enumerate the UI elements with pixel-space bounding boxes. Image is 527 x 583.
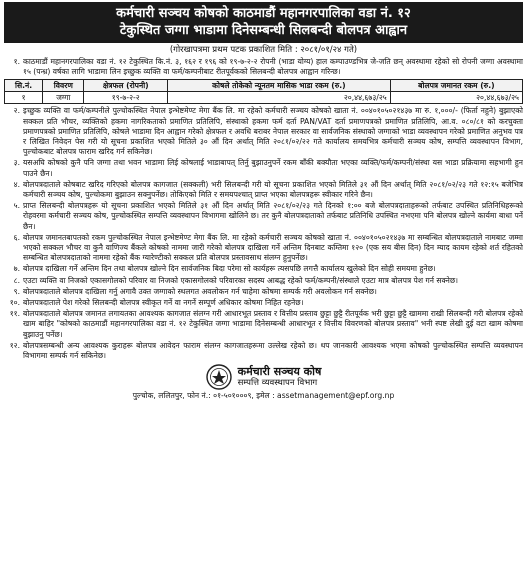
- clause-text: बोलपत्रदाताले बोलपत्र दाखिला गर्नु अगावै उक्त जग्गाको स्थलगत अवलोकन गर्न चाहेमा कोषमा सम्पर्क गरी अवलोकन गर्न सक्नेछ।: [23, 286, 377, 296]
- clause-text: बोलपत्रसम्बन्धी अन्य आवश्यक कुराहरू बोलपत्र आवेदन फाराम संलग्न कागजातहरूमा उल्लेख रहेको छ। थप जानकारी आवश्यक भएमा कोषको पुल्चोकस्थित सम्पत्ति व्यवस्थापन विभागमा सम्पर्क गर्न सकिनेछ।: [23, 340, 523, 361]
- clause-number: १०.: [9, 298, 20, 308]
- clause-number: ११.: [9, 309, 20, 319]
- epf-logo-icon: [206, 364, 232, 390]
- table-header-row: [5, 80, 523, 92]
- issuer-contact: पुल्चोक, ललितपुर, फोन नं.: ०१-५०१०००९, इमेल : assetmanagement@epf.org.np: [132, 391, 395, 401]
- clause-text: बोलपत्र जमानतबापतको रकम पुल्चोकस्थित नेपाल इन्भेष्टमेण्ट मेगा बैंक लि. मा रहेको कर्मचारी सञ्चय कोषको खाता नं. ००४०१०५०२१४३७ मा सम्बन्धित बोलपत्रदाताले नामबाट जम्मा भएको सक्कल भौचर वा कुनै वाणिज्य बैंकले कोषको नाममा जारी गरेको बोलपत्र दाखिला गर्ने अन्तिम दिनबाट कम्तिमा १२० (एक सय बीस दिन) दिन म्याद कायम रहेको शर्त रहितको सम्बन्धित बोलपत्रदाताको नाममा रहेको बैंक ग्यारेण्टीको सक्कल प्रति बोलपत्र प्रस्तावसाथ संलग्न हुनुपर्नेछ।: [23, 232, 523, 263]
- col-bid-security: बोलपत्र जमानत रकम (रु.): [390, 80, 522, 92]
- issuer-signature-block: [4, 364, 523, 401]
- clause-1: [4, 57, 523, 77]
- cell-area: १९-७-२-२: [84, 92, 168, 104]
- col-serial: सि.नं.: [5, 80, 43, 92]
- clause-number: ४.: [13, 179, 20, 189]
- issuer-department: सम्पत्ति व्यवस्थापन विभाग: [237, 378, 318, 389]
- clause-text: बोलपत्रदाताले कोषबाट खरिद गरिएको बोलपत्र कागजात (सक्कली) भरी सिलबन्दी गरी यो सूचना प्रकाशित भएको मितिले ३१ औं दिन अर्थात् मिति २०८१/०२/२३ गते १२:१५ बजेभित्र कर्मचारी सञ्चय कोष, पुल्चोकमा बुझाउन सक्नुपर्नेछ। तोकिएको मिति र समयपश्चात् प्राप्त भएका बोलपत्रहरू स्वीकार गरिने छैन।: [23, 179, 523, 200]
- clause-text: एउटा व्यक्ति वा निजको एकासगोलको परिवार वा निजको एकासगोलको परिवारका सदस्य आबद्ध रहेको फर्म/कम्पनी/संस्थाले एउटा मात्र बोलपत्र पेश गर्न सक्नेछ।: [23, 275, 459, 285]
- notice-title-line2: टेकुस्थित जग्गा भाडामा दिनेसम्बन्धी सिलबन्दी बोलपत्र आह्वान: [119, 23, 408, 38]
- clause-number: १.: [13, 57, 20, 66]
- cell-description: जग्गा: [43, 92, 84, 104]
- clause-number: ८.: [13, 275, 20, 285]
- cell-serial: १: [5, 92, 43, 104]
- clause-text: बोलपत्र दाखिला गर्ने अन्तिम दिन तथा बोलपत्र खोल्ने दिन सार्वजनिक बिदा परेमा सो कार्यहरू त्यसपछि लगत्तै कार्यालय खुलेको दिन सोही समयमा हुनेछ।: [23, 264, 436, 274]
- issuer-row: [4, 364, 523, 390]
- clause-number: ६.: [13, 232, 20, 242]
- issuer-text: [238, 365, 322, 389]
- plot-details-table: [4, 79, 523, 104]
- notice-title-line1: कर्मचारी सञ्चय कोषको काठमाडौं महानगरपालिका वडा नं. १२: [116, 6, 411, 21]
- clause-4: [4, 180, 523, 200]
- clause-10: [4, 298, 523, 308]
- clause-number: ९.: [13, 286, 20, 296]
- clause-text: काठमाडौं महानगरपालिका वडा नं. १२ टेकुस्थित कि.नं. ३, १६२ र १९६ को १९-७-२-२ रोपनी (भाडा योग्य) हाल कम्पाउण्डभित्र जे-जति छन् अवस्थामा रहेको सो रोपनी जग्गा अवस्थामा १५ (पन्ध्र) वर्षका लागि भाडामा लिन इच्छुक व्यक्ति वा फर्म/कम्पनीबाट रीतपूर्वकको सिलबन्दी बोलपत्र आह्वान गरिन्छ।: [23, 57, 523, 77]
- issuer-org: कर्मचारी सञ्चय कोष: [237, 365, 322, 379]
- clause-9: [4, 287, 523, 297]
- clause-text: इच्छुक व्यक्ति वा फर्म/कम्पनीले पुल्चोकस्थित नेपाल इन्भेष्टमेण्ट मेगा बैंक लि. मा रहेको कर्मचारी सञ्चय कोषको खाता नं. ००४०१०५०२१४३७ मा रु. १,०००/- (फिर्ता नहुने) बुझाएको सक्कल प्रति भौचर, व्यक्तिको हकमा नागरिकताको प्रमाणित प्रतिलिपि, संस्थाको हकमा फर्म दर्ता PAN/VAT दर्ता प्रमाणपत्रको प्रमाणित प्रतिलिपि, आ.व. ०८०/८१ को करचुक्ता प्रमाणपत्रको प्रमाणित प्रतिलिपि, कोषले भाडामा दिन आह्वान गरेको क्षेत्रफल र अवधि बराबर नेपाल सरकार वा सार्वजनिक संस्थाको जग्गाको भाडा व्यवस्थापन गरेको प्रमाणित अनुभव पत्र र लिखित निवेदन पेस गरी यो सूचना प्रकाशित भएको मितिले ३० औं दिन अर्थात् मिति २०८१/०२/२२ गते कार्यालय समयभित्र कर्मचारी सञ्चय कोष, सम्पत्ति व्यवस्थापन विभाग, पुल्चोकबाट बोलपत्र फाराम खरिद गर्न सकिनेछ।: [23, 106, 523, 157]
- col-min-rent: कोषले तोकेको न्यूनतम मासिक भाडा रकम (रु.): [168, 80, 391, 92]
- clause-12: [4, 341, 523, 361]
- clause-text: यसअघि कोषको कुनै पनि जग्गा तथा भवन भाडामा लिई कोषलाई भाडाबापत् तिर्नु बुझाउनुपर्ने रकम बाँकी बक्यौता भएका व्यक्ति/फर्म/कम्पनी/संस्था यस भाडा प्रक्रियामा सहभागी हुन पाउने छैन।: [23, 158, 523, 178]
- col-area: क्षेत्रफल (रोपनी): [84, 80, 168, 92]
- publication-date: (गोरखापत्रमा प्रथम पटक प्रकाशित मिति : २०८१/०१/२४ गते): [169, 45, 358, 55]
- table-row: [5, 92, 523, 104]
- notice-header: [4, 2, 523, 43]
- clause-number: २.: [13, 106, 20, 116]
- clause-8: [4, 276, 523, 286]
- clause-number: १२.: [9, 340, 20, 350]
- clause-5: [4, 201, 523, 232]
- col-description: विवरण: [43, 80, 84, 92]
- clause-number: ७.: [13, 264, 20, 274]
- clause-3: [4, 158, 523, 178]
- cell-min-rent: २०,४४,६७३/२५: [168, 92, 391, 104]
- clause-6: [4, 233, 523, 264]
- cell-bid-security: २०,४४,६७३/२५: [390, 92, 522, 104]
- clause-2: [4, 106, 523, 157]
- clause-number: ३.: [13, 158, 20, 168]
- clause-number: ५.: [13, 201, 20, 211]
- clause-text: बोलपत्रदाताले बोलपत्र जमानत लगायतका आवश्यक कागजात संलग्न गरी आधारभूत प्रस्ताव र वित्तीय प्रस्ताव छुट्टा छुट्टै रीतपूर्वक भरी छुट्टा छुट्टै खाममा राखी सिलबन्दी गरी बोलपत्र रहेको खाम बाहिर "कोषको काठमाडौं महानगरपालिका वडा नं. १२ टेकुस्थित जग्गा भाडामा दिनेसम्बन्धी आधारभूत र वित्तीय विवरणको बोलपत्र प्रस्ताव" भनी स्पष्ट लेखी दुई वटा खाम कोषमा बुझाउनु पर्नेछ।: [23, 309, 523, 339]
- clause-text: बोलपत्रदाताले पेश गरेको सिलबन्दी बोलपत्र स्वीकृत गर्ने वा नगर्ने सम्पूर्ण अधिकार कोषमा निहित रहनेछ।: [23, 298, 304, 308]
- clause-11: [4, 309, 523, 340]
- clause-text: प्राप्त सिलबन्दी बोलपत्रहरू यो सूचना प्रकाशित भएको मितिले ३१ औं दिन अर्थात् मिति २०८१/०२/२३ गते दिनको १:०० बजे बोलपत्रदाताहरूको तर्फबाट उपस्थित प्रतिनिधिहरूको रोहवरमा कर्मचारी सञ्चय कोष, पुल्चोकस्थित सम्पत्ति व्यवस्थापन विभागमा खोलिने छ। तर कुनै बोलपत्रदाताको तर्फबाट प्रतिनिधि उपस्थित नभएमा पनि बोलपत्र खोल्ने कार्यमा बाधा पर्ने छैन।: [23, 201, 523, 231]
- clause-7: [4, 264, 523, 274]
